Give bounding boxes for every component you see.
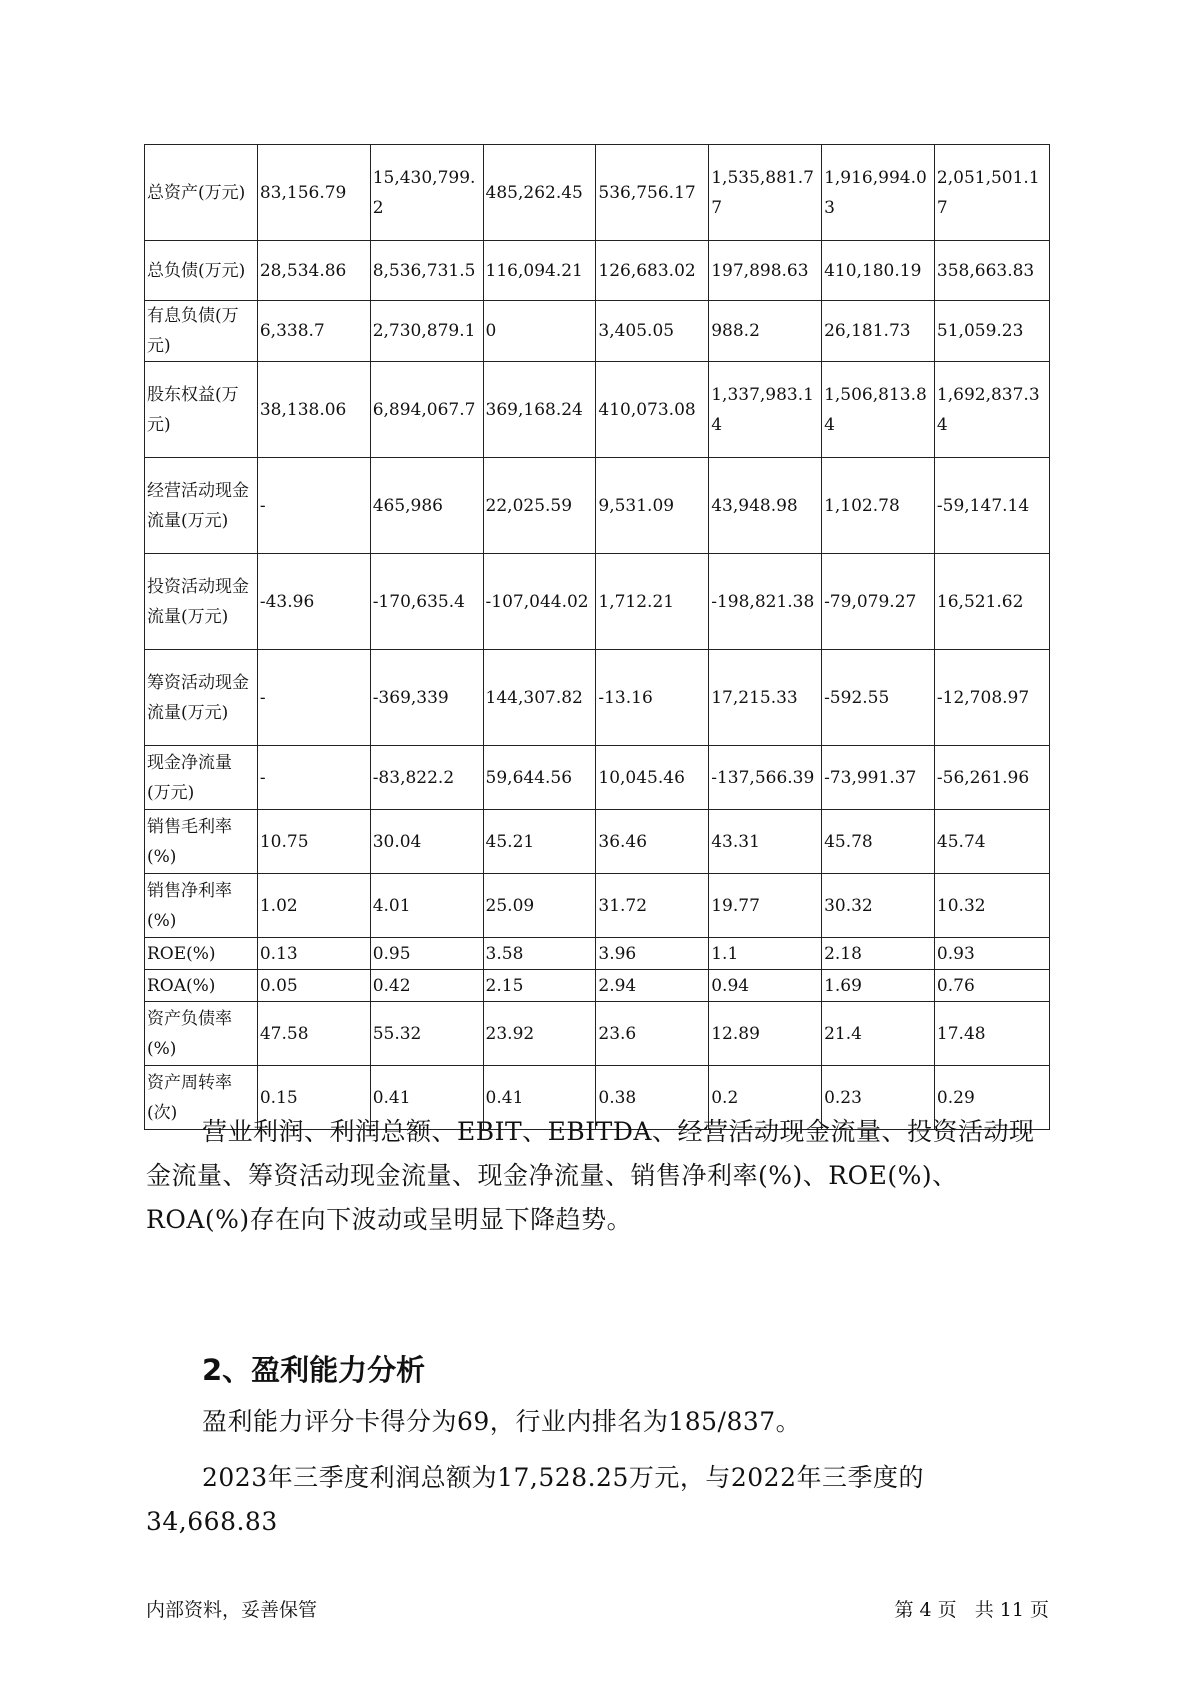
table-body	[145, 145, 1050, 1130]
value-cell: 9,531.09	[596, 458, 709, 554]
row-label-cell: 筹资活动现金流量(万元)	[145, 650, 258, 746]
value-cell: 0.15	[257, 1066, 370, 1130]
value-cell: 0.41	[370, 1066, 483, 1130]
value-cell: 1.1	[709, 938, 822, 970]
row-label-cell: 总负债(万元)	[145, 241, 258, 301]
table-row	[145, 145, 1050, 241]
value-cell: 0	[483, 301, 596, 362]
value-cell: 10,045.46	[596, 746, 709, 810]
value-cell: 21.4	[822, 1002, 935, 1066]
row-label-cell: 销售净利率(%)	[145, 874, 258, 938]
value-cell: 3,405.05	[596, 301, 709, 362]
value-cell: 485,262.45	[483, 145, 596, 241]
table-row	[145, 458, 1050, 554]
value-cell: 1,506,813.84	[822, 362, 935, 458]
row-label-cell: 现金净流量(万元)	[145, 746, 258, 810]
value-cell: -137,566.39	[709, 746, 822, 810]
value-cell: 2,730,879.1	[370, 301, 483, 362]
value-cell: 0.23	[822, 1066, 935, 1130]
value-cell: 43,948.98	[709, 458, 822, 554]
table-row	[145, 301, 1050, 362]
value-cell: 2,051,501.17	[934, 145, 1049, 241]
value-cell: -198,821.38	[709, 554, 822, 650]
profit-paragraph: 2023年三季度利润总额为17,528.25万元，与2022年三季度的34,668.83	[146, 1463, 924, 1536]
value-cell: -59,147.14	[934, 458, 1049, 554]
score-paragraph: 盈利能力评分卡得分为69，行业内排名为185/837。	[202, 1407, 802, 1436]
value-cell: 15,430,799.2	[370, 145, 483, 241]
value-cell: 19.77	[709, 874, 822, 938]
value-cell: 30.04	[370, 810, 483, 874]
value-cell: -	[257, 650, 370, 746]
value-cell: -12,708.97	[934, 650, 1049, 746]
value-cell: 536,756.17	[596, 145, 709, 241]
value-cell: 55.32	[370, 1002, 483, 1066]
section-heading: 2、盈利能力分析	[202, 1353, 426, 1387]
table-row	[145, 554, 1050, 650]
value-cell: 465,986	[370, 458, 483, 554]
row-label-cell: 资产负债率(%)	[145, 1002, 258, 1066]
value-cell: 45.78	[822, 810, 935, 874]
value-cell: 22,025.59	[483, 458, 596, 554]
value-cell: 988.2	[709, 301, 822, 362]
value-cell: 47.58	[257, 1002, 370, 1066]
value-cell: -	[257, 746, 370, 810]
table-row	[145, 241, 1050, 301]
table-row	[145, 938, 1050, 970]
row-label-cell: 经营活动现金流量(万元)	[145, 458, 258, 554]
value-cell: 1,916,994.03	[822, 145, 935, 241]
value-cell: -73,991.37	[822, 746, 935, 810]
value-cell: -170,635.4	[370, 554, 483, 650]
value-cell: -592.55	[822, 650, 935, 746]
table-row	[145, 970, 1050, 1002]
value-cell: 10.32	[934, 874, 1049, 938]
value-cell: 23.6	[596, 1002, 709, 1066]
value-cell: -83,822.2	[370, 746, 483, 810]
value-cell: 43.31	[709, 810, 822, 874]
row-label-cell: ROE(%)	[145, 938, 258, 970]
value-cell: 26,181.73	[822, 301, 935, 362]
row-label-cell: 销售毛利率(%)	[145, 810, 258, 874]
value-cell: 0.05	[257, 970, 370, 1002]
row-label-cell: 投资活动现金流量(万元)	[145, 554, 258, 650]
value-cell: 1,535,881.77	[709, 145, 822, 241]
value-cell: -79,079.27	[822, 554, 935, 650]
value-cell: 16,521.62	[934, 554, 1049, 650]
value-cell: 0.94	[709, 970, 822, 1002]
value-cell: 31.72	[596, 874, 709, 938]
table-row	[145, 810, 1050, 874]
value-cell: 2.15	[483, 970, 596, 1002]
value-cell: 10.75	[257, 810, 370, 874]
value-cell: 23.92	[483, 1002, 596, 1066]
value-cell: 0.38	[596, 1066, 709, 1130]
value-cell: 51,059.23	[934, 301, 1049, 362]
value-cell: 2.18	[822, 938, 935, 970]
value-cell: 0.76	[934, 970, 1049, 1002]
value-cell: 0.93	[934, 938, 1049, 970]
value-cell: 30.32	[822, 874, 935, 938]
value-cell: 12.89	[709, 1002, 822, 1066]
value-cell: 0.95	[370, 938, 483, 970]
value-cell: 410,180.19	[822, 241, 935, 301]
value-cell: -107,044.02	[483, 554, 596, 650]
row-label-cell: 有息负债(万元)	[145, 301, 258, 362]
value-cell: 4.01	[370, 874, 483, 938]
value-cell: 3.96	[596, 938, 709, 970]
value-cell: -56,261.96	[934, 746, 1049, 810]
table-row	[145, 650, 1050, 746]
table-row	[145, 1002, 1050, 1066]
value-cell: 1.69	[822, 970, 935, 1002]
value-cell: 8,536,731.5	[370, 241, 483, 301]
row-label-cell: 股东权益(万元)	[145, 362, 258, 458]
value-cell: 116,094.21	[483, 241, 596, 301]
financial-data-table	[144, 144, 1050, 1130]
value-cell: -	[257, 458, 370, 554]
value-cell: 83,156.79	[257, 145, 370, 241]
table-row	[145, 874, 1050, 938]
value-cell: 59,644.56	[483, 746, 596, 810]
summary-paragraph: 营业利润、利润总额、EBIT、EBITDA、经营活动现金流量、投资活动现金流量、筹资活动现金流量、现金净流量、销售净利率(%)、ROE(%)、ROA(%)存在向下波动或呈明显下降趋势。	[146, 1117, 1035, 1234]
value-cell: -43.96	[257, 554, 370, 650]
value-cell: 197,898.63	[709, 241, 822, 301]
footer-page-number: 第 4 页 共 11 页	[894, 1599, 1049, 1621]
value-cell: 28,534.86	[257, 241, 370, 301]
value-cell: 144,307.82	[483, 650, 596, 746]
value-cell: 0.2	[709, 1066, 822, 1130]
footer-confidential-note: 内部资料，妥善保管	[146, 1599, 318, 1621]
value-cell: 1,692,837.34	[934, 362, 1049, 458]
value-cell: 369,168.24	[483, 362, 596, 458]
value-cell: -369,339	[370, 650, 483, 746]
value-cell: 36.46	[596, 810, 709, 874]
value-cell: 1,102.78	[822, 458, 935, 554]
value-cell: 0.29	[934, 1066, 1049, 1130]
row-label-cell: 资产周转率(次)	[145, 1066, 258, 1130]
value-cell: 126,683.02	[596, 241, 709, 301]
value-cell: -13.16	[596, 650, 709, 746]
row-label-cell: ROA(%)	[145, 970, 258, 1002]
value-cell: 1.02	[257, 874, 370, 938]
value-cell: 1,337,983.14	[709, 362, 822, 458]
value-cell: 410,073.08	[596, 362, 709, 458]
value-cell: 0.13	[257, 938, 370, 970]
value-cell: 17,215.33	[709, 650, 822, 746]
value-cell: 45.74	[934, 810, 1049, 874]
value-cell: 0.41	[483, 1066, 596, 1130]
table-row	[145, 362, 1050, 458]
value-cell: 38,138.06	[257, 362, 370, 458]
row-label-cell: 总资产(万元)	[145, 145, 258, 241]
value-cell: 3.58	[483, 938, 596, 970]
table-row	[145, 746, 1050, 810]
value-cell: 358,663.83	[934, 241, 1049, 301]
value-cell: 25.09	[483, 874, 596, 938]
value-cell: 0.42	[370, 970, 483, 1002]
value-cell: 2.94	[596, 970, 709, 1002]
value-cell: 45.21	[483, 810, 596, 874]
value-cell: 6,894,067.7	[370, 362, 483, 458]
value-cell: 1,712.21	[596, 554, 709, 650]
value-cell: 17.48	[934, 1002, 1049, 1066]
value-cell: 6,338.7	[257, 301, 370, 362]
